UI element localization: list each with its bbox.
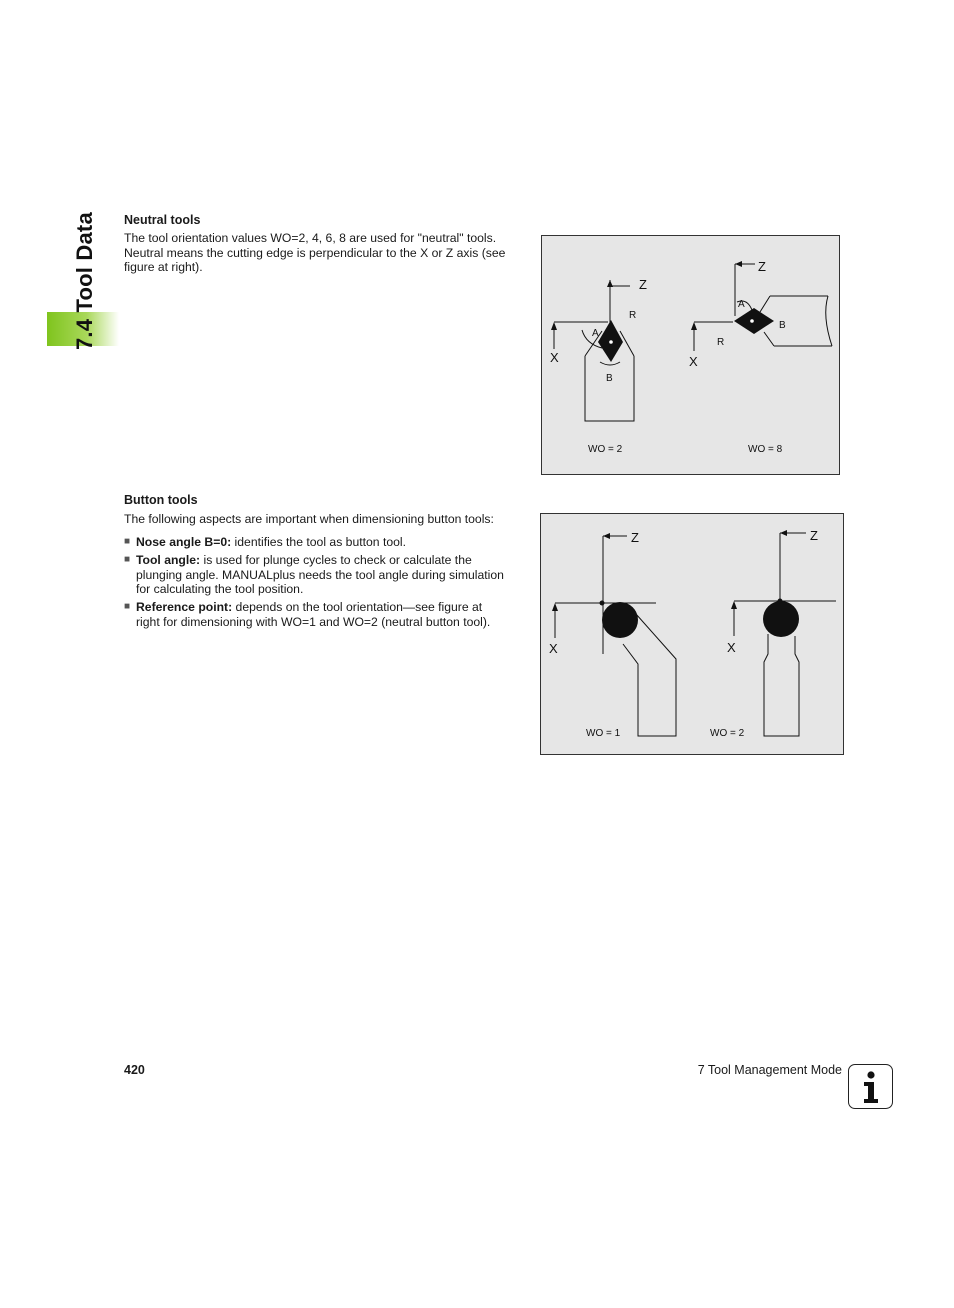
list-item [124, 535, 524, 550]
list-item [124, 553, 524, 597]
neutral-tools-heading: Neutral tools [124, 213, 201, 227]
angle-a-label: A [738, 299, 745, 310]
list-item-term: Nose angle B=0: [136, 535, 232, 549]
list-item-term: Tool angle: [136, 553, 201, 567]
figure-caption: WO = 2 [710, 728, 745, 739]
figure-caption: WO = 1 [586, 728, 621, 739]
angle-b-label: B [606, 373, 613, 384]
chapter-title: 7 Tool Management Mode [697, 1063, 842, 1077]
text-line: The tool orientation values WO=2, 4, 6, 8 are used for "neutral" tools. [124, 231, 497, 245]
z-axis-label: Z [758, 259, 766, 274]
radius-label: R [629, 310, 637, 321]
button-tools-intro: The following aspects are important when dimensioning button tools: [124, 512, 494, 526]
angle-b-label: B [779, 320, 786, 331]
list-item-text: depends on the tool orientation—see figure at [232, 600, 483, 614]
z-axis-label: Z [631, 530, 639, 545]
figure-caption: WO = 8 [748, 444, 783, 455]
button-tools-heading: Button tools [124, 493, 198, 507]
section-title: 7.4 Tool Data [72, 212, 97, 350]
info-icon [848, 1064, 893, 1109]
list-item [124, 600, 524, 629]
bullet-square: ■ [124, 601, 131, 612]
list-item-term: Reference point: [136, 600, 233, 614]
x-axis-label: X [549, 641, 558, 656]
x-axis-label: X [550, 350, 559, 365]
z-axis-label: Z [639, 277, 647, 292]
bullet-square: ■ [124, 536, 131, 547]
button-tools-figure [540, 513, 844, 755]
list-item-text: is used for plunge cycles to check or calculate the [200, 553, 472, 567]
x-axis-label: X [727, 640, 736, 655]
radius-label: R [717, 337, 725, 348]
figure-caption: WO = 2 [588, 444, 623, 455]
neutral-tools-figure [541, 235, 840, 475]
page-number: 420 [124, 1063, 145, 1077]
list-item-text: for calculating the tool position. [136, 582, 304, 597]
neutral-tools-paragraph [124, 231, 524, 275]
list-item-text: right for dimensioning with WO=1 and WO=2 (neutral button tool). [136, 614, 491, 629]
x-axis-label: X [689, 354, 698, 369]
text-line: figure at right). [124, 260, 203, 275]
bullet-square: ■ [124, 554, 131, 565]
text-line: Neutral means the cutting edge is perpendicular to the X or Z axis (see [124, 245, 506, 260]
list-item-text: plunging angle. MANUALplus needs the tool angle during simulation [136, 567, 504, 582]
z-axis-label: Z [810, 528, 818, 543]
list-item-text: identifies the tool as button tool. [231, 535, 406, 549]
angle-a-label: A [592, 328, 599, 339]
